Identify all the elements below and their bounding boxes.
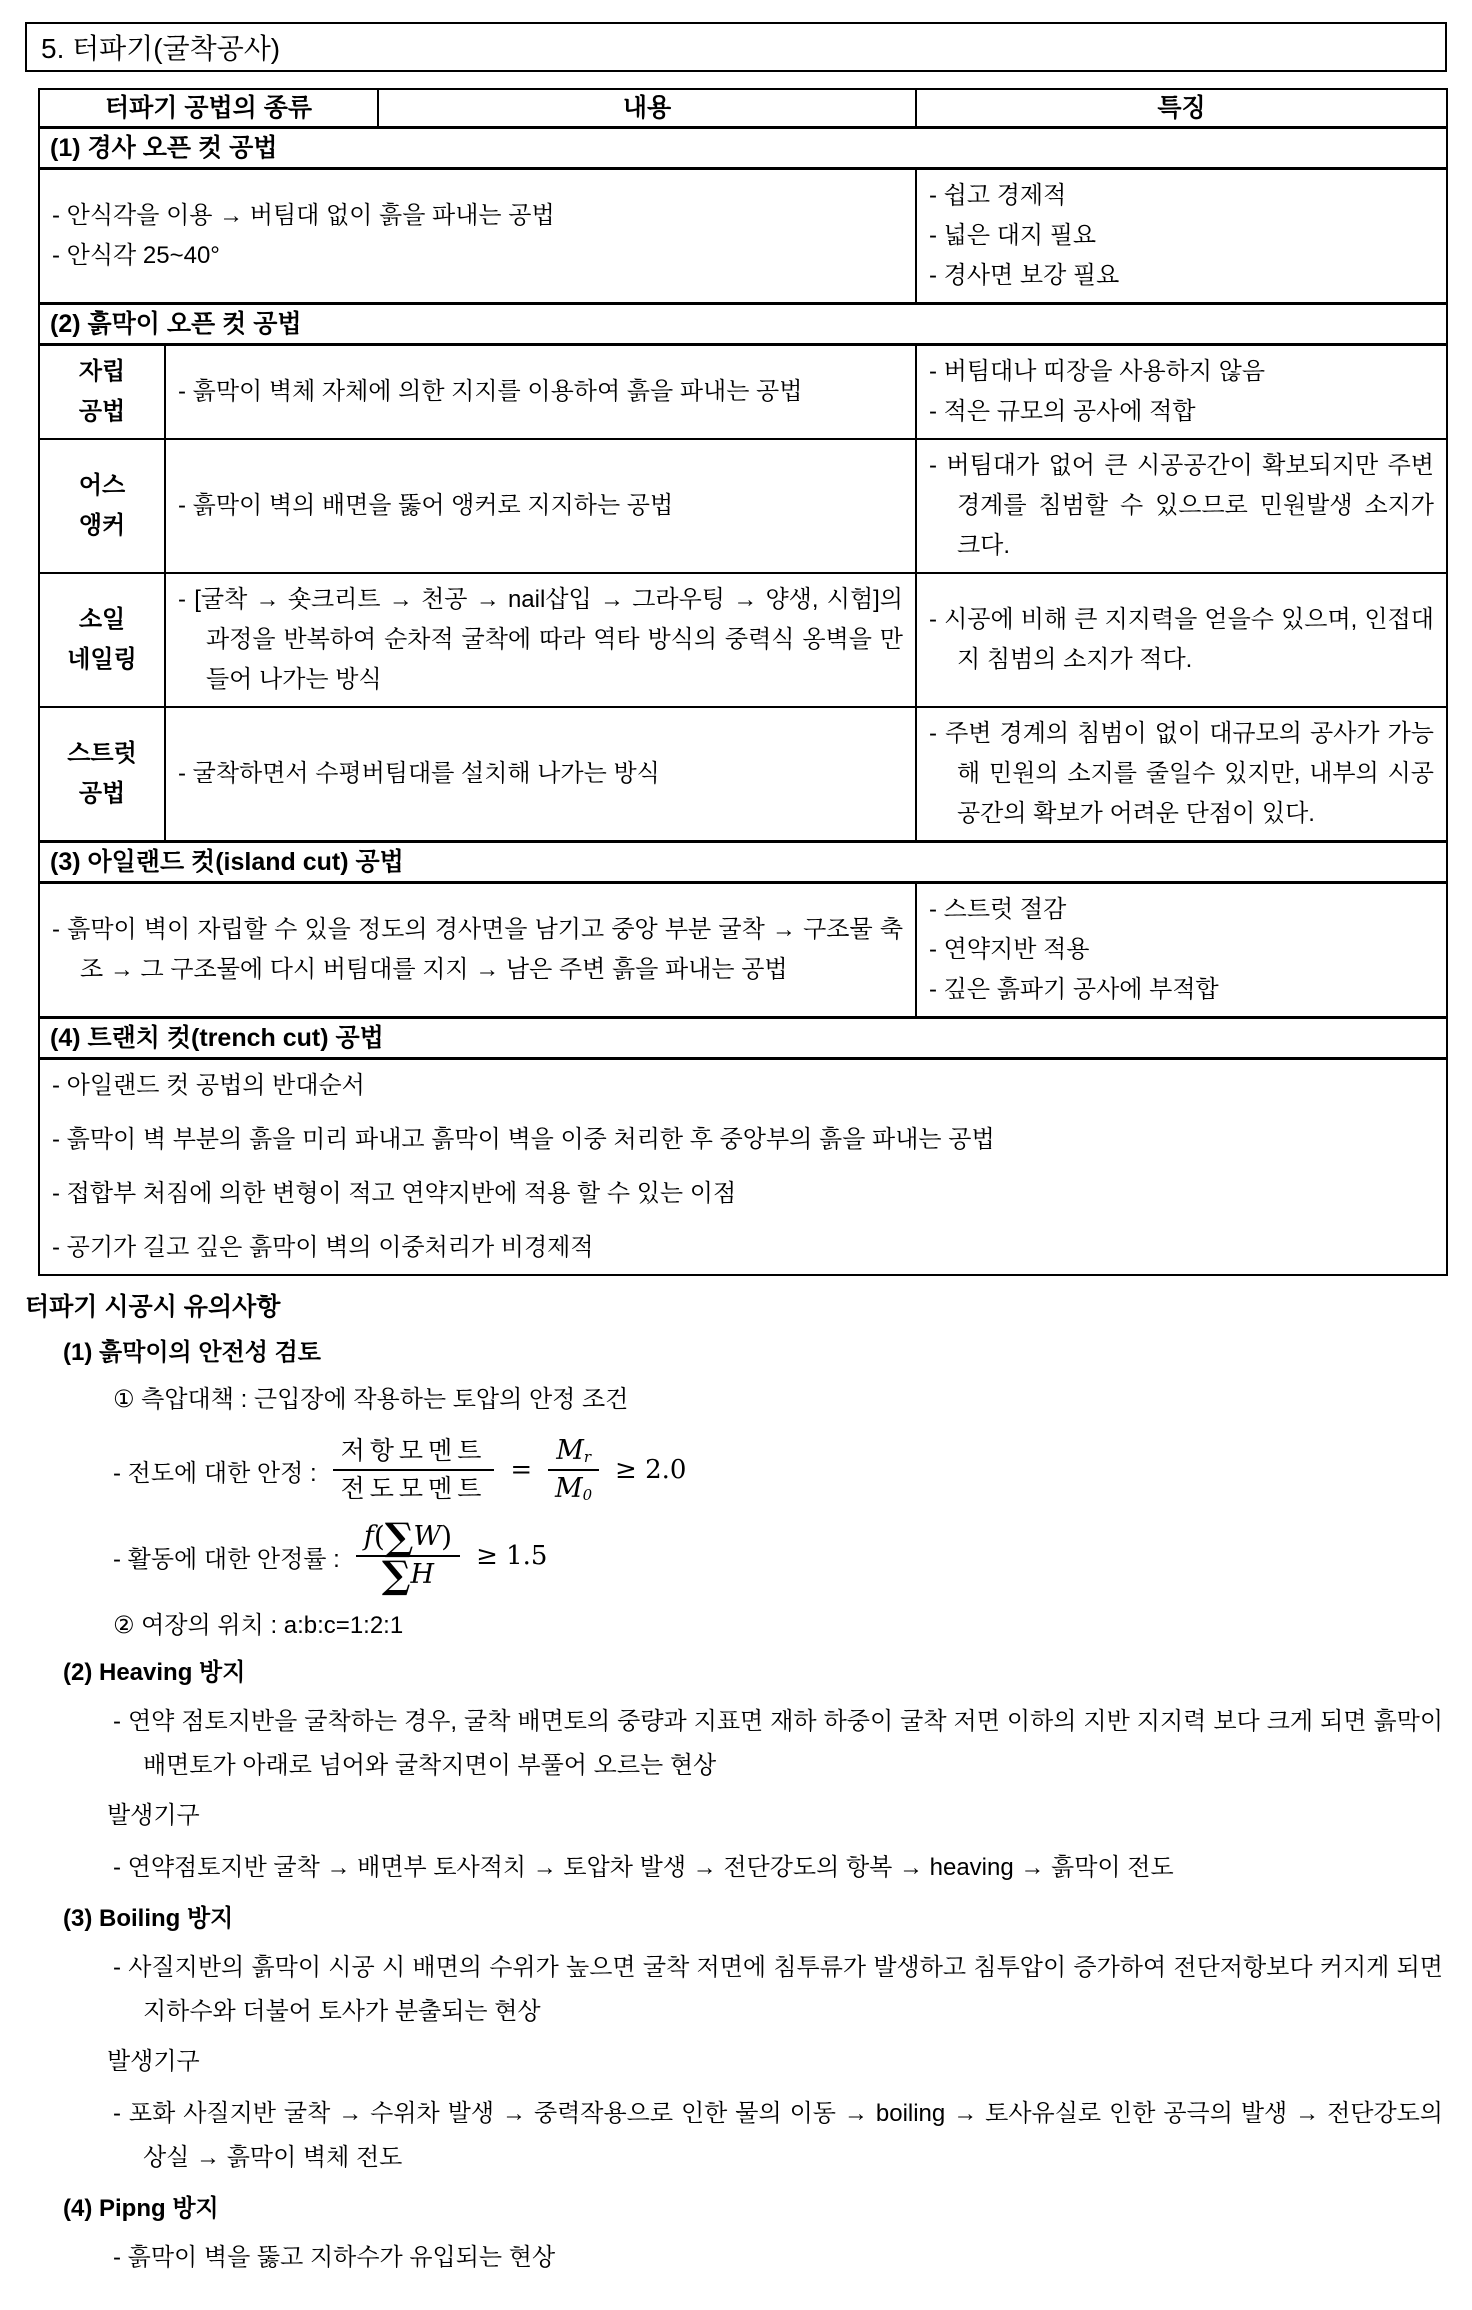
method-label-line: 공법 <box>78 780 126 807</box>
section4-content-cell <box>39 1059 1447 1276</box>
note4-heading: (4) Pipng 방지 <box>63 2195 219 2222</box>
bullet-line: - 스트럿 절감 <box>929 896 1067 923</box>
bullet-line: - 흙막이 벽 부분의 흙을 미리 파내고 흙막이 벽을 이중 처리한 후 중앙부의 흙을 파내는 공법 <box>52 1126 995 1153</box>
section3-heading-row <box>39 842 1447 883</box>
table-row-strut <box>39 707 1447 842</box>
method-label-line: 자립 <box>78 358 126 385</box>
table-row-earth-anchor <box>39 439 1447 573</box>
bullet-line: - 버팀대나 띠장을 사용하지 않음 <box>929 358 1266 385</box>
bullet-line: - 깊은 흙파기 공사에 부적합 <box>929 976 1219 1003</box>
bullet-line: - 버팀대가 없어 큰 시공공간이 확보되지만 주변 경계를 침범할 수 있으므로 민원발생 소지가 크다. <box>929 452 1434 559</box>
section4-row <box>39 1059 1447 1276</box>
method-label-line: 어스 <box>78 472 126 499</box>
section3-row <box>39 883 1447 1018</box>
sliding-ratio-fraction <box>356 1514 460 1597</box>
column-header-content: 내용 <box>378 89 916 128</box>
section3-heading: (3) 아일랜드 컷(island cut) 공법 <box>39 842 1447 883</box>
column-header-features: 특징 <box>916 89 1447 128</box>
section3-features-cell <box>916 883 1447 1018</box>
method-label-line: 소일 <box>78 606 126 633</box>
bullet-line: - [굴착 → 숏크리트 → 천공 → nail삽입 → 그라우팅 → 양생, 시험]의 과정을 반복하여 순차적 굴착에 따라 역타 방식의 중력식 옹벽을 만들어 나가는 방식 <box>178 586 903 693</box>
note2-mechanism: - 연약점토지반 굴착 → 배면부 토사적치 → 토압차 발생 → 전단강도의 항복 → heaving → 흙막이 전도 <box>113 1854 1174 1881</box>
table-row-self-supporting <box>39 345 1447 440</box>
section1-content-cell <box>39 169 916 304</box>
section1-heading: (1) 경사 오픈 컷 공법 <box>39 128 1447 169</box>
note3-heading: (3) Boiling 방지 <box>63 1905 234 1932</box>
construction-notes-section <box>25 1290 1447 2280</box>
weight-symbol: W <box>413 1521 442 1552</box>
table-row-soil-nailing <box>39 573 1447 707</box>
document-title: 5. 터파기(굴착공사) <box>41 33 281 64</box>
note1-item1: ① 측압대책 : 근입장에 작용하는 토압의 안정 조건 <box>113 1386 629 1413</box>
horizontal-force-symbol: H <box>410 1559 435 1590</box>
method-features-cell <box>916 439 1447 573</box>
bullet-line: - 시공에 비해 큰 지지력을 얻을수 있으며, 인접대지 침범의 소지가 적다. <box>929 606 1434 673</box>
method-content-cell <box>165 439 916 573</box>
note2-mechanism-label: 발생기구 <box>107 1802 200 1829</box>
section4-heading: (4) 트랜치 컷(trench cut) 공법 <box>39 1018 1447 1059</box>
method-label-cell <box>39 439 165 573</box>
note3-bullet: - 사질지반의 흙막이 시공 시 배면의 수위가 높으면 굴착 저면에 침투류가 발생하고 침투압이 증가하여 전단저항보다 커지게 되면 지하수와 더불어 토사가 분출되는 현상 <box>113 1954 1443 2025</box>
table-header-row <box>39 89 1447 128</box>
formula-condition: ≥ 2.0 <box>615 1455 687 1485</box>
section2-heading: (2) 흙막이 오픈 컷 공법 <box>39 304 1447 345</box>
bullet-line: - 쉽고 경제적 <box>929 182 1067 209</box>
section2-heading-row <box>39 304 1447 345</box>
method-label-cell <box>39 707 165 842</box>
method-features-cell <box>916 573 1447 707</box>
moment-ratio-fraction <box>333 1436 495 1504</box>
subscript-0: 0 <box>582 1486 593 1504</box>
resisting-moment-symbol: M <box>556 1435 584 1466</box>
bullet-line: - 안식각 25~40° <box>52 242 220 269</box>
method-content-cell <box>165 707 916 842</box>
note1-item2: ② 여장의 위치 : a:b:c=1:2:1 <box>113 1612 404 1639</box>
bullet-line: - 안식각을 이용 → 버팀대 없이 흙을 파내는 공법 <box>52 202 555 229</box>
equals-sign: = <box>510 1455 533 1485</box>
sigma-symbol: ∑ <box>384 1514 414 1559</box>
sliding-stability-formula <box>113 1514 1447 1597</box>
note4-bullet: - 흙막이 벽을 뚫고 지하수가 유입되는 현상 <box>113 2244 556 2271</box>
method-features-cell <box>916 707 1447 842</box>
note3-mechanism-label: 발생기구 <box>107 2048 200 2075</box>
document-title-box <box>25 22 1447 72</box>
open-paren: ( <box>373 1520 385 1553</box>
formula-label: - 활동에 대한 안정률 : <box>113 1545 340 1573</box>
overturning-moment-symbol: M <box>555 1473 583 1504</box>
column-header-method-type: 터파기 공법의 종류 <box>39 89 378 128</box>
section3-content-cell <box>39 883 916 1018</box>
section1-row <box>39 169 1447 304</box>
bullet-line: - 공기가 길고 깊은 흙막이 벽의 이중처리가 비경제적 <box>52 1234 594 1261</box>
bullet-line: - 아일랜드 컷 공법의 반대순서 <box>52 1072 365 1099</box>
close-paren: ) <box>441 1520 453 1553</box>
formula-condition: ≥ 1.5 <box>476 1541 548 1571</box>
bullet-line: - 흙막이 벽이 자립할 수 있을 정도의 경사면을 남기고 중앙 부분 굴착 → 구조물 축조 → 그 구조물에 다시 버팀대를 지지 → 남은 주변 흙을 파내는 공법 <box>52 916 903 983</box>
formula-label: - 전도에 대한 안정 : <box>113 1459 317 1487</box>
note2-bullet: - 연약 점토지반을 굴착하는 경우, 굴착 배면토의 중량과 지표면 재하 하중이 굴착 저면 이하의 지반 지지력 보다 크게 되면 흙막이 배면토가 아래로 넘어와 굴착지면이 부풀어 오르는 현상 <box>113 1708 1443 1779</box>
bullet-line: - 연약지반 적용 <box>929 936 1090 963</box>
note2-heading: (2) Heaving 방지 <box>63 1659 246 1686</box>
subscript-r: r <box>583 1448 592 1466</box>
bullet-line: - 흙막이 벽의 배면을 뚫어 앵커로 지지하는 공법 <box>178 492 674 519</box>
section4-heading-row <box>39 1018 1447 1059</box>
method-content-cell <box>165 345 916 440</box>
method-label-line: 스트럿 <box>67 740 137 767</box>
notes-title: 터파기 시공시 유의사항 <box>25 1293 281 1321</box>
note1-heading: (1) 흙막이의 안전성 검토 <box>63 1339 321 1366</box>
bullet-line: - 넓은 대지 필요 <box>929 222 1097 249</box>
section1-features-cell <box>916 169 1447 304</box>
method-features-cell <box>916 345 1447 440</box>
bullet-line: - 적은 규모의 공사에 적합 <box>929 398 1196 425</box>
method-label-line: 네일링 <box>67 646 137 673</box>
excavation-methods-table <box>38 88 1448 1276</box>
bullet-line: - 흙막이 벽체 자체에 의한 지지를 이용하여 흙을 파내는 공법 <box>178 378 803 405</box>
method-label-line: 공법 <box>78 398 126 425</box>
method-content-cell <box>165 573 916 707</box>
section1-heading-row <box>39 128 1447 169</box>
bullet-line: - 굴착하면서 수평버팀대를 설치해 나가는 방식 <box>178 760 660 787</box>
method-label-cell <box>39 345 165 440</box>
overturning-stability-formula <box>113 1436 1447 1504</box>
friction-symbol: f <box>363 1521 374 1552</box>
method-label-line: 앵커 <box>78 512 126 539</box>
bullet-line: - 접합부 처짐에 의한 변형이 적고 연약지반에 적용 할 수 있는 이점 <box>52 1180 737 1207</box>
fraction-numerator: 저항모멘트 <box>333 1436 495 1471</box>
bullet-line: - 주변 경계의 침범이 없이 대규모의 공사가 가능해 민원의 소지를 줄일수 있지만, 내부의 시공공간의 확보가 어려운 단점이 있다. <box>929 720 1434 827</box>
fraction-denominator: 전도모멘트 <box>340 1474 487 1503</box>
sigma-symbol: ∑ <box>381 1552 411 1597</box>
moment-symbol-fraction <box>548 1436 599 1504</box>
note3-mechanism: - 포화 사질지반 굴착 → 수위차 발생 → 중력작용으로 인한 물의 이동 → boiling → 토사유실로 인한 공극의 발생 → 전단강도의 상실 → 흙막이 벽체 전도 <box>113 2100 1443 2171</box>
bullet-line: - 경사면 보강 필요 <box>929 262 1120 289</box>
method-label-cell <box>39 573 165 707</box>
